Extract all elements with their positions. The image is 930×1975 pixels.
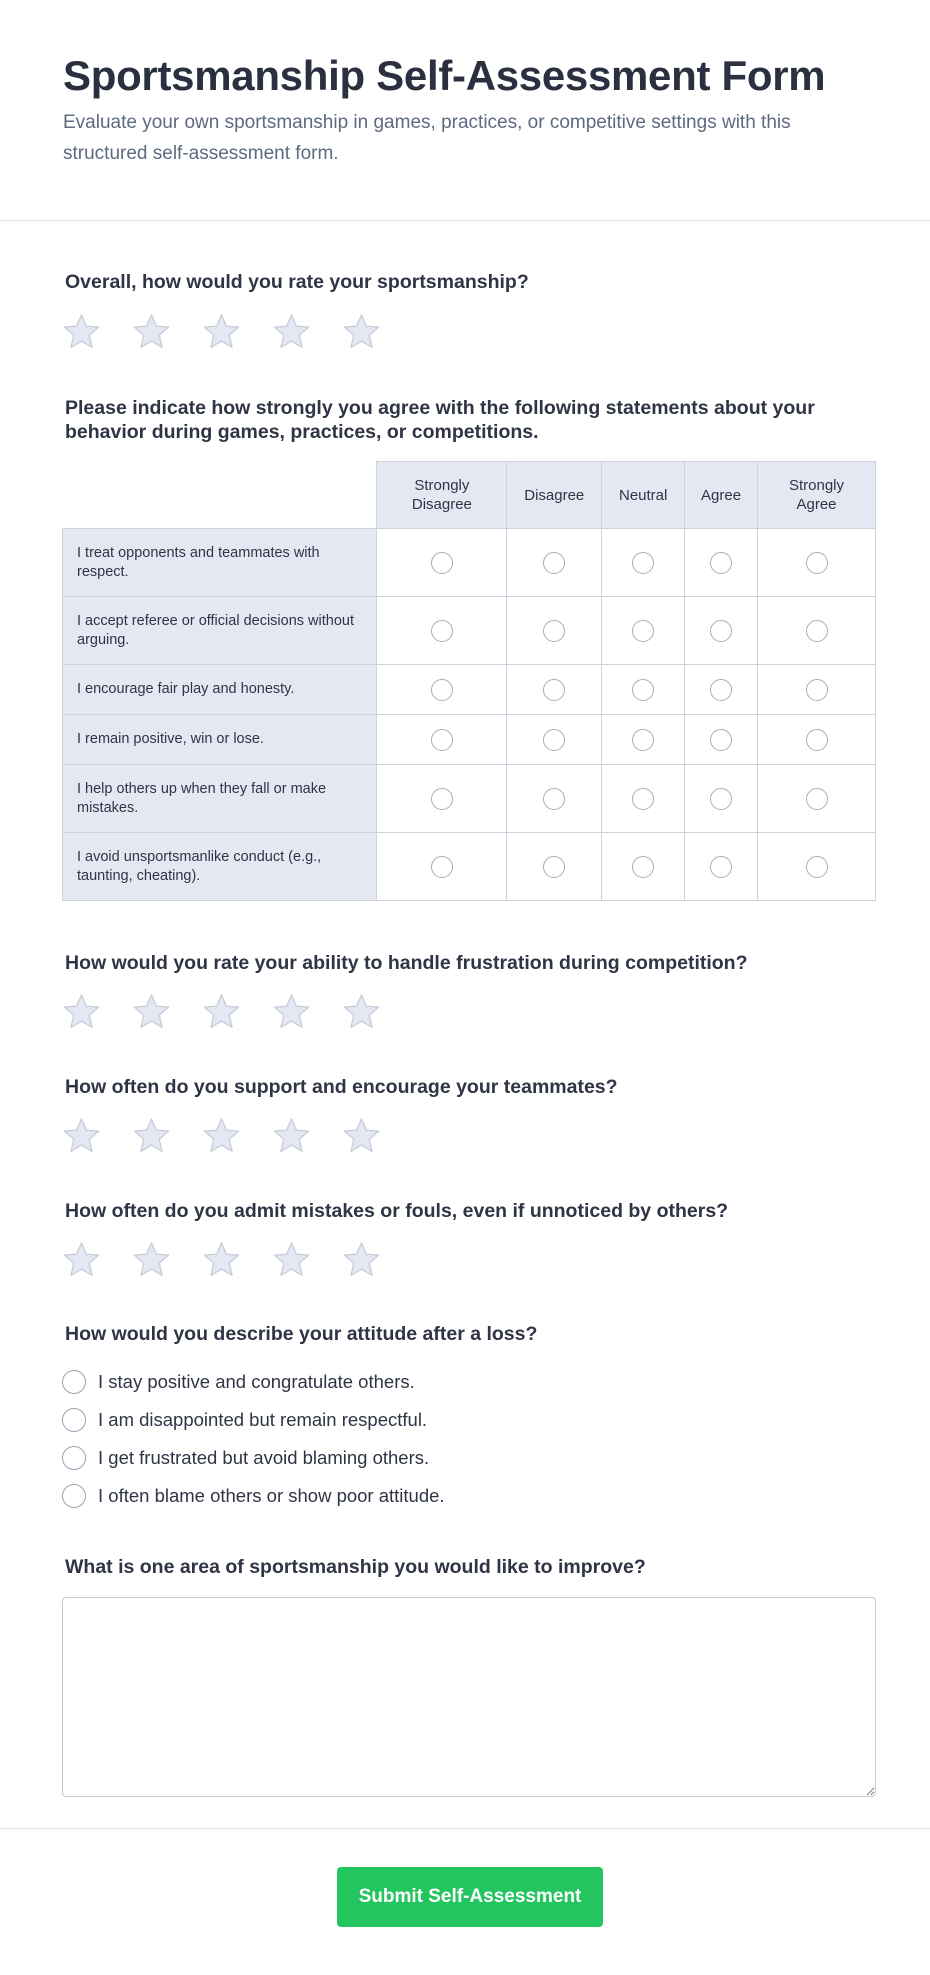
matrix-radio-button[interactable] — [806, 679, 828, 701]
matrix-radio-button[interactable] — [543, 788, 565, 810]
matrix-radio-button[interactable] — [632, 788, 654, 810]
matrix-cell — [685, 529, 758, 597]
improvement-textarea[interactable] — [62, 1597, 876, 1797]
star-icon[interactable] — [202, 992, 241, 1031]
attitude-options — [62, 1363, 445, 1515]
matrix-corner — [63, 462, 377, 529]
support-rating-stars — [62, 1116, 381, 1155]
matrix-cell — [758, 833, 876, 901]
matrix-cell — [685, 833, 758, 901]
matrix-cell — [507, 833, 602, 901]
matrix-radio-button[interactable] — [632, 856, 654, 878]
matrix-radio-button[interactable] — [632, 729, 654, 751]
star-icon[interactable] — [272, 1240, 311, 1279]
matrix-row — [63, 529, 876, 597]
question-frustration-rating: How would you rate your ability to handle frustration during competition? — [65, 952, 748, 974]
star-icon[interactable] — [272, 992, 311, 1031]
matrix-radio-button[interactable] — [632, 552, 654, 574]
matrix-row-label: I avoid unsportsmanlike conduct (e.g., taunting, cheating). — [63, 833, 377, 901]
matrix-cell — [758, 529, 876, 597]
matrix-cell — [507, 765, 602, 833]
matrix-cell — [685, 715, 758, 765]
matrix-radio-button[interactable] — [806, 729, 828, 751]
star-icon[interactable] — [272, 312, 311, 351]
matrix-row — [63, 765, 876, 833]
matrix-row — [63, 665, 876, 715]
matrix-radio-button[interactable] — [806, 552, 828, 574]
question-overall-rating: Overall, how would you rate your sportsmanship? — [65, 271, 529, 293]
matrix-row-label: I accept referee or official decisions without arguing. — [63, 597, 377, 665]
matrix-col-agree: Agree — [685, 462, 758, 529]
matrix-cell — [685, 597, 758, 665]
star-icon[interactable] — [202, 312, 241, 351]
star-icon[interactable] — [342, 1240, 381, 1279]
attitude-option-3[interactable] — [62, 1439, 445, 1477]
matrix-cell — [377, 529, 507, 597]
matrix-cell — [377, 715, 507, 765]
question-improvement-area: What is one area of sportsmanship you would like to improve? — [65, 1556, 646, 1578]
star-icon[interactable] — [342, 992, 381, 1031]
radio-button[interactable] — [62, 1446, 86, 1470]
overall-rating-stars — [62, 312, 381, 351]
radio-button[interactable] — [62, 1408, 86, 1432]
matrix-cell — [685, 665, 758, 715]
frustration-rating-stars — [62, 992, 381, 1031]
matrix-radio-button[interactable] — [431, 856, 453, 878]
matrix-col-strongly-disagree: Strongly Disagree — [377, 462, 507, 529]
matrix-row-label: I encourage fair play and honesty. — [63, 665, 377, 715]
matrix-radio-button[interactable] — [710, 620, 732, 642]
header-divider — [0, 220, 930, 221]
footer-divider — [0, 1828, 930, 1829]
matrix-row-label: I remain positive, win or lose. — [63, 715, 377, 765]
star-icon[interactable] — [62, 312, 101, 351]
matrix-cell — [507, 665, 602, 715]
form-header — [0, 0, 930, 170]
matrix-col-neutral: Neutral — [602, 462, 685, 529]
star-icon[interactable] — [272, 1116, 311, 1155]
star-icon[interactable] — [132, 1116, 171, 1155]
star-icon[interactable] — [62, 992, 101, 1031]
matrix-radio-button[interactable] — [431, 679, 453, 701]
matrix-row — [63, 833, 876, 901]
matrix-cell — [377, 597, 507, 665]
matrix-cell — [758, 597, 876, 665]
matrix-cell — [685, 765, 758, 833]
option-label: I stay positive and congratulate others. — [98, 1371, 415, 1392]
matrix-cell — [602, 529, 685, 597]
star-icon[interactable] — [62, 1116, 101, 1155]
matrix-cell — [507, 597, 602, 665]
matrix-radio-button[interactable] — [431, 788, 453, 810]
matrix-radio-button[interactable] — [710, 679, 732, 701]
page-title: Sportsmanship Self-Assessment Form — [63, 52, 826, 99]
matrix-cell — [377, 665, 507, 715]
star-icon[interactable] — [342, 1116, 381, 1155]
matrix-col-disagree: Disagree — [507, 462, 602, 529]
matrix-row — [63, 597, 876, 665]
star-icon[interactable] — [202, 1240, 241, 1279]
question-behavior-matrix: Please indicate how strongly you agree with the following statements about your behavior during games, practices, or competitions. — [65, 397, 815, 443]
star-icon[interactable] — [62, 1240, 101, 1279]
admit-mistakes-rating-stars — [62, 1240, 381, 1279]
question-admit-mistakes-rating: How often do you admit mistakes or fouls, even if unnoticed by others? — [65, 1200, 729, 1222]
behavior-matrix — [62, 461, 876, 901]
matrix-radio-button[interactable] — [710, 729, 732, 751]
matrix-radio-button[interactable] — [431, 552, 453, 574]
matrix-cell — [602, 597, 685, 665]
question-support-rating: How often do you support and encourage your teammates? — [65, 1076, 618, 1098]
matrix-cell — [602, 765, 685, 833]
matrix-radio-button[interactable] — [431, 729, 453, 751]
matrix-radio-button[interactable] — [543, 856, 565, 878]
star-icon[interactable] — [132, 1240, 171, 1279]
star-icon[interactable] — [132, 312, 171, 351]
question-attitude-after-loss: How would you describe your attitude after a loss? — [65, 1323, 538, 1345]
matrix-radio-button[interactable] — [710, 788, 732, 810]
attitude-option-1[interactable] — [62, 1363, 445, 1401]
attitude-option-2[interactable] — [62, 1401, 445, 1439]
option-label: I am disappointed but remain respectful. — [98, 1409, 428, 1430]
matrix-radio-button[interactable] — [543, 552, 565, 574]
matrix-cell — [602, 833, 685, 901]
option-label: I get frustrated but avoid blaming others. — [98, 1447, 430, 1468]
matrix-cell — [507, 529, 602, 597]
star-icon[interactable] — [202, 1116, 241, 1155]
radio-button[interactable] — [62, 1484, 86, 1508]
star-icon[interactable] — [132, 992, 171, 1031]
matrix-cell — [602, 715, 685, 765]
matrix-radio-button[interactable] — [632, 679, 654, 701]
matrix-col-strongly-agree: Strongly Agree — [758, 462, 876, 529]
matrix-cell — [758, 665, 876, 715]
matrix-cell — [758, 715, 876, 765]
matrix-radio-button[interactable] — [543, 620, 565, 642]
matrix-radio-button[interactable] — [806, 620, 828, 642]
matrix-radio-button[interactable] — [543, 729, 565, 751]
matrix-radio-button[interactable] — [806, 856, 828, 878]
matrix-radio-button[interactable] — [710, 552, 732, 574]
matrix-row-label: I treat opponents and teammates with respect. — [63, 529, 377, 597]
matrix-radio-button[interactable] — [632, 620, 654, 642]
matrix-row-label: I help others up when they fall or make mistakes. — [63, 765, 377, 833]
page-description: Evaluate your own sportsmanship in games, practices, or competitive settings with this structured self-assessment form. — [63, 112, 791, 164]
matrix-radio-button[interactable] — [806, 788, 828, 810]
matrix-cell — [602, 665, 685, 715]
radio-button[interactable] — [62, 1370, 86, 1394]
matrix-radio-button[interactable] — [543, 679, 565, 701]
matrix-cell — [507, 715, 602, 765]
matrix-header-row — [63, 462, 876, 529]
option-label: I often blame others or show poor attitude. — [98, 1485, 445, 1506]
matrix-radio-button[interactable] — [431, 620, 453, 642]
star-icon[interactable] — [342, 312, 381, 351]
matrix-cell — [758, 765, 876, 833]
matrix-cell — [377, 833, 507, 901]
matrix-cell — [377, 765, 507, 833]
matrix-radio-button[interactable] — [710, 856, 732, 878]
submit-button[interactable]: Submit Self-Assessment — [337, 1867, 603, 1927]
attitude-option-4[interactable] — [62, 1477, 445, 1515]
matrix-row — [63, 715, 876, 765]
